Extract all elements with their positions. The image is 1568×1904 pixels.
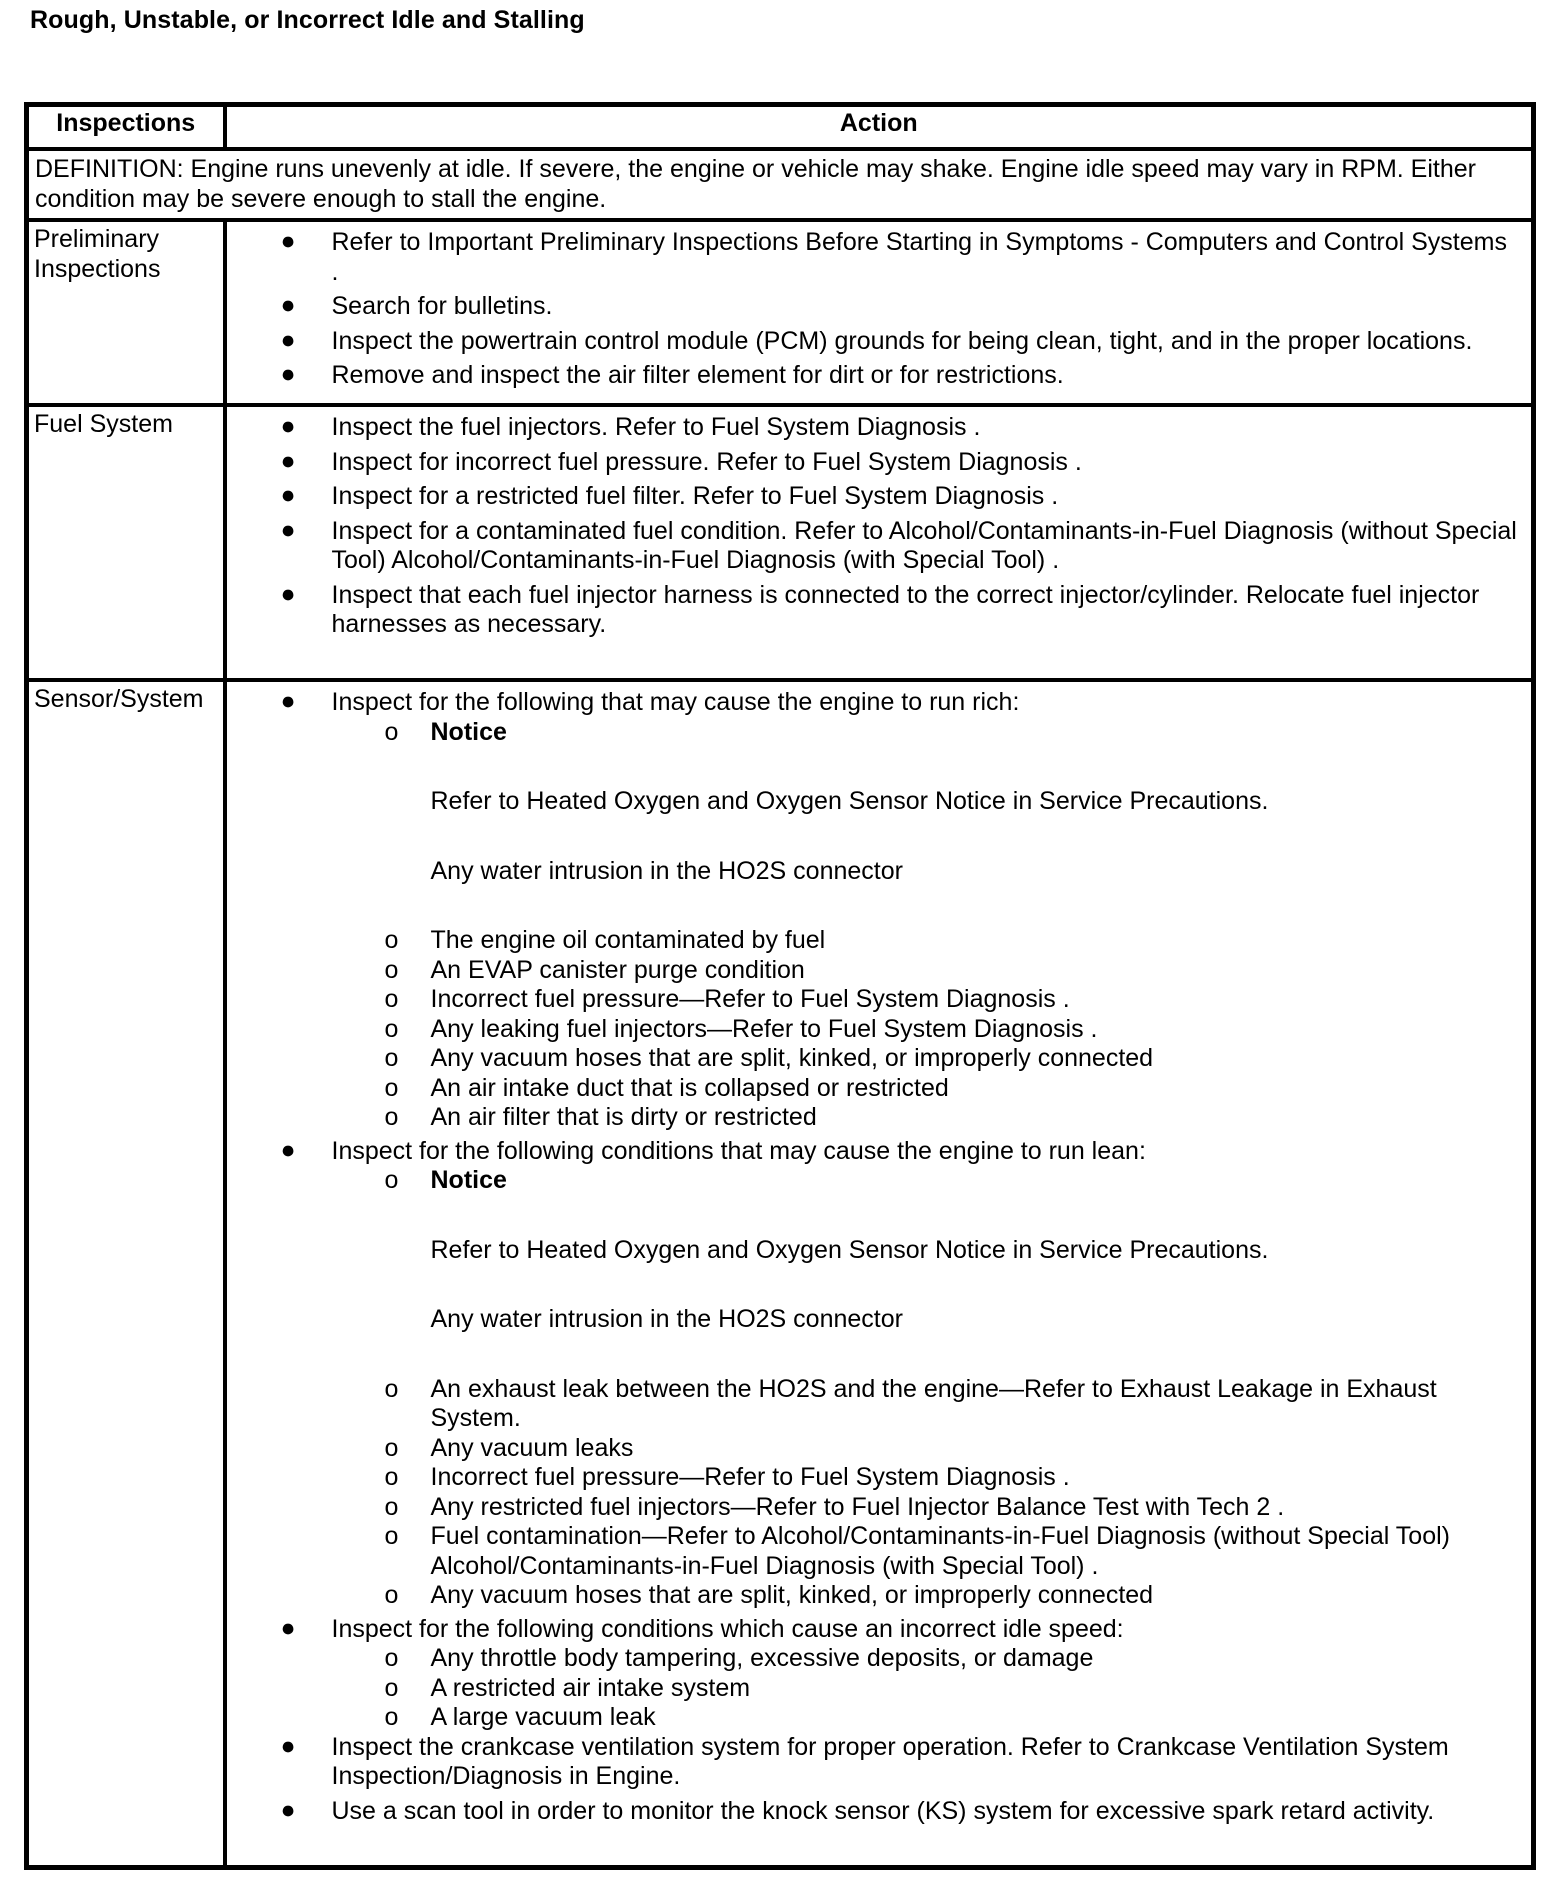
bullet-icon: ● (280, 291, 296, 319)
sub-list-item (227, 1103, 1520, 1133)
header-row (27, 105, 1534, 150)
list-item-text: Use a scan tool in order to monitor the knock sensor (KS) system for excessive spark retard activity. (331, 1796, 1435, 1825)
row-label-preliminary: Preliminary Inspections (27, 220, 225, 405)
bullet-icon: ● (280, 325, 296, 354)
sub-list-item (227, 956, 1520, 986)
bullet-icon: ● (280, 446, 296, 475)
list-item (227, 581, 1520, 640)
sub-list-item (227, 1522, 1520, 1581)
sub-list-item-text: The engine oil contaminated by fuel (430, 926, 826, 954)
sub-list-item-text: Incorrect fuel pressure—Refer to Fuel System Diagnosis . (430, 1463, 1070, 1491)
sub-bullet-icon: o (384, 955, 399, 984)
table-row (27, 680, 1534, 1868)
list-item (227, 1797, 1520, 1827)
sub-list-item-text: Any vacuum hoses that are split, kinked, or improperly connected (430, 1581, 1154, 1609)
list-item (227, 361, 1520, 391)
sub-list-item (227, 1644, 1520, 1674)
definition-row (27, 149, 1534, 220)
sub-bullet-icon: o (384, 1463, 399, 1491)
sub-list-item-text: A large vacuum leak (430, 1703, 656, 1731)
row-label-sensor-system: Sensor/System (27, 680, 225, 1868)
sub-list-item-text: Incorrect fuel pressure—Refer to Fuel System Diagnosis . (430, 985, 1070, 1013)
list-item (227, 517, 1520, 576)
list-item-rich (227, 688, 1520, 1133)
sub-list-item-text: Any leaking fuel injectors—Refer to Fuel System Diagnosis . (430, 1014, 1098, 1043)
list-item-text: Inspect for incorrect fuel pressure. Refer to Fuel System Diagnosis . (331, 447, 1082, 476)
sub-bullet-icon: o (384, 1581, 399, 1609)
sub-list-item-text: Any throttle body tampering, excessive deposits, or damage (430, 1644, 1094, 1672)
list-item-text: Inspect that each fuel injector harness is connected to the correct injector/cylinder. Relocate fuel injector harnesses as necessary. (331, 580, 1480, 638)
notice-item (227, 1166, 1520, 1335)
list-item (227, 292, 1520, 322)
sub-bullet-icon: o (384, 1374, 399, 1403)
list-item-text: Inspect the powertrain control module (PCM) grounds for being clean, tight, and in the proper locations. (331, 326, 1473, 355)
sub-bullet-icon: o (384, 926, 399, 954)
list-item-text: Inspect for the following conditions which cause an incorrect idle speed: (331, 1614, 1124, 1643)
sub-bullet-icon: o (384, 1522, 399, 1550)
sub-list-item (227, 1674, 1520, 1704)
table-row (27, 220, 1534, 405)
list-item-text: Remove and inspect the air filter element for dirt or for restrictions. (331, 361, 1064, 389)
row-actions-fuel-system (225, 405, 1534, 680)
sub-bullet-icon: o (384, 1644, 399, 1672)
list-item (227, 413, 1520, 443)
sub-list-item (227, 1375, 1520, 1434)
sub-list-item (227, 1581, 1520, 1611)
list-item (227, 228, 1520, 287)
list-item-lean (227, 1137, 1520, 1611)
list-item (227, 327, 1520, 357)
list-item-text: Inspect the crankcase ventilation system for proper operation. Refer to Crankcase Ventilation System Inspection/Diagnosis in Engine. (331, 1732, 1449, 1790)
list-item-text: Inspect for the following that may cause the engine to run rich: (331, 688, 1020, 716)
definition-text: DEFINITION: Engine runs unevenly at idle. If severe, the engine or vehicle may shake. Engine idle speed may vary in RPM. Either condition may be severe enough to stall the engine. (27, 149, 1534, 220)
notice-title: Notice (430, 717, 507, 746)
sub-list-item-text: An exhaust leak between the HO2S and the engine—Refer to Exhaust Leakage in Exhaust System. (430, 1374, 1437, 1432)
sub-list-item (227, 1703, 1520, 1733)
bullet-icon: ● (280, 515, 296, 544)
bullet-icon: ● (280, 360, 296, 388)
header-inspections: Inspections (27, 105, 225, 150)
sub-bullet-icon: o (384, 1103, 399, 1131)
sub-bullet-icon: o (384, 1492, 399, 1521)
bullet-icon: ● (280, 1731, 296, 1760)
bullet-icon: ● (280, 1613, 296, 1642)
sub-bullet-icon: o (384, 1073, 399, 1102)
list-item (227, 1733, 1520, 1792)
table-row (27, 405, 1534, 680)
header-action: Action (225, 105, 1534, 150)
document-title: Rough, Unstable, or Incorrect Idle and Stalling (30, 6, 585, 34)
bullet-icon: ● (280, 412, 296, 440)
sub-list-item (227, 1434, 1520, 1464)
sub-bullet-icon: o (384, 1673, 399, 1702)
row-actions-preliminary (225, 220, 1534, 405)
sub-list-item (227, 1463, 1520, 1493)
notice-item-text: Any water intrusion in the HO2S connector (430, 856, 903, 885)
sub-list-item-text: An air intake duct that is collapsed or restricted (430, 1073, 949, 1102)
diagnostic-table (24, 102, 1536, 1870)
sub-list-item-text: An EVAP canister purge condition (430, 955, 805, 984)
bullet-icon: ● (280, 227, 296, 255)
bullet-icon: ● (280, 579, 296, 608)
sub-bullet-icon: o (384, 985, 399, 1013)
list-item-text: Inspect the fuel injectors. Refer to Fuel System Diagnosis . (331, 413, 981, 441)
bullet-icon: ● (280, 1795, 296, 1824)
sub-list-item (227, 1074, 1520, 1104)
sub-list-item (227, 985, 1520, 1015)
sub-bullet-icon: o (384, 1014, 399, 1043)
sub-list-item (227, 1015, 1520, 1045)
list-item-text: Inspect for a restricted fuel filter. Refer to Fuel System Diagnosis . (331, 482, 1059, 510)
sub-list-item-text: Any vacuum leaks (430, 1433, 634, 1462)
list-item-idle (227, 1615, 1520, 1733)
sub-list-item-text: Any restricted fuel injectors—Refer to Fuel Injector Balance Test with Tech 2 . (430, 1492, 1285, 1521)
sub-bullet-icon: o (384, 1166, 399, 1194)
sub-bullet-icon: o (384, 717, 399, 746)
sub-list-item-text: Fuel contamination—Refer to Alcohol/Contaminants-in-Fuel Diagnosis (without Special Tool) Alcohol/Contaminants-in-Fuel Diagnosis (with Special Tool) . (430, 1522, 1450, 1580)
list-item-text: Search for bulletins. (331, 292, 553, 320)
bullet-icon: ● (280, 481, 296, 509)
sub-list-item-text: An air filter that is dirty or restricted (430, 1103, 817, 1131)
sub-bullet-icon: o (384, 1703, 399, 1731)
notice-item (227, 718, 1520, 887)
row-actions-sensor-system (225, 680, 1534, 1868)
list-item (227, 482, 1520, 512)
sub-list-item-text: A restricted air intake system (430, 1673, 751, 1702)
sub-list-item-text: Any vacuum hoses that are split, kinked, or improperly connected (430, 1044, 1154, 1072)
sub-list-item (227, 1493, 1520, 1523)
bullet-icon: ● (280, 687, 296, 715)
list-item-text: Refer to Important Preliminary Inspections Before Starting in Symptoms - Computers and Control Systems . (331, 228, 1507, 286)
sub-list-item (227, 1044, 1520, 1074)
notice-text: Refer to Heated Oxygen and Oxygen Sensor Notice in Service Precautions. (430, 787, 1269, 815)
sub-bullet-icon: o (384, 1044, 399, 1072)
list-item (227, 448, 1520, 478)
sub-list-item (227, 926, 1520, 956)
notice-item-text: Any water intrusion in the HO2S connector (430, 1305, 903, 1333)
sub-bullet-icon: o (384, 1433, 399, 1462)
notice-title: Notice (430, 1166, 507, 1194)
list-item-text: Inspect for a contaminated fuel condition. Refer to Alcohol/Contaminants-in-Fuel Diagnosis (without Special Tool) Alcohol/Contaminants-in-Fuel Diagnosis (with Special Tool) . (331, 516, 1517, 574)
list-item-text: Inspect for the following conditions that may cause the engine to run lean: (331, 1136, 1146, 1165)
notice-text: Refer to Heated Oxygen and Oxygen Sensor Notice in Service Precautions. (430, 1235, 1269, 1264)
row-label-fuel-system: Fuel System (27, 405, 225, 680)
bullet-icon: ● (280, 1135, 296, 1164)
